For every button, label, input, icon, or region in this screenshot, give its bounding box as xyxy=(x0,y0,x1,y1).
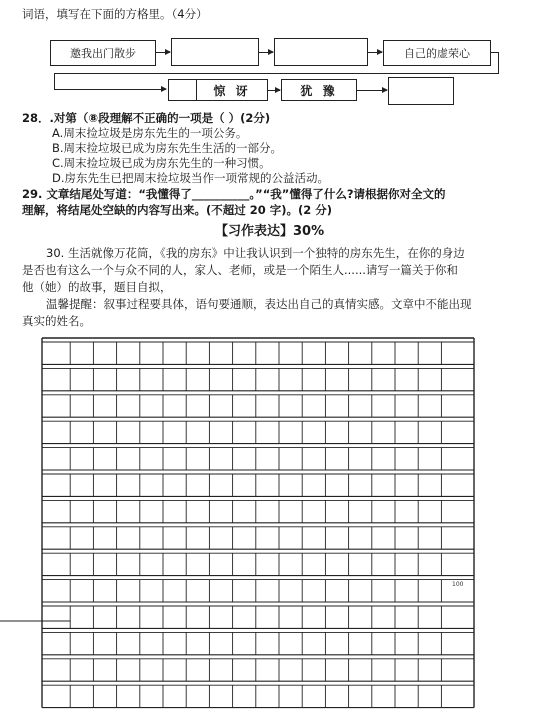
q30-line-3: 他（她）的故事，题目自拟， xyxy=(22,280,172,294)
q30-line-1: 30. 生活就像万花筒，《我的房东》中让我认识到一个独特的房东先生，在你的身边 xyxy=(46,246,465,260)
q29-line-2: 理解，将结尾处空缺的内容写出来。(不超过 20 字)。(2 分) xyxy=(22,203,333,217)
section-title: 【习作表达】30% xyxy=(215,224,325,239)
flow-box-b3-text: 犹 豫 xyxy=(300,83,338,98)
grid-lines xyxy=(0,338,474,708)
q30-line-2: 是否也有这么一个与众不同的人，家人、老师，或是一个陌生人......请写一篇关于你和 xyxy=(22,263,458,277)
q28-option-c: C.周末捡垃圾已成为房东先生的一种习惯。 xyxy=(52,156,271,170)
q28-option-a: A.周末捡垃圾是房东先生的一项公务。 xyxy=(52,126,248,140)
q29-line-1: 29. 文章结尾处写道：“我懂得了__________。”“我”懂得了什么?请根据你对全文的 xyxy=(22,187,446,201)
flow-box-b2-text: 惊 讶 xyxy=(213,83,251,98)
q30-line-5: 真实的姓名。 xyxy=(22,314,91,328)
q30-line-4: 温馨提醒：叙事过程要具体，语句要通顺，表达出自己的真情实感。文章中不能出现 xyxy=(46,297,472,311)
q28-stem: 28．.对第（⑧段理解不正确的一项是（ ）(2分) xyxy=(22,111,271,125)
flow-box-4-text: 自己的虚荣心 xyxy=(404,47,470,60)
flow-box-1-text: 邀我出门散步 xyxy=(70,47,136,60)
q28-option-d: D.房东先生已把周末捡垃圾当作一项常规的公益活动。 xyxy=(52,171,330,185)
grid-mark-100: 100 xyxy=(452,581,464,588)
q27-instruction: 词语，填写在下面的方格里。（4分） xyxy=(22,7,208,21)
q28-option-b: B.周末捡垃圾已成为房东先生生活的一部分。 xyxy=(52,141,283,155)
